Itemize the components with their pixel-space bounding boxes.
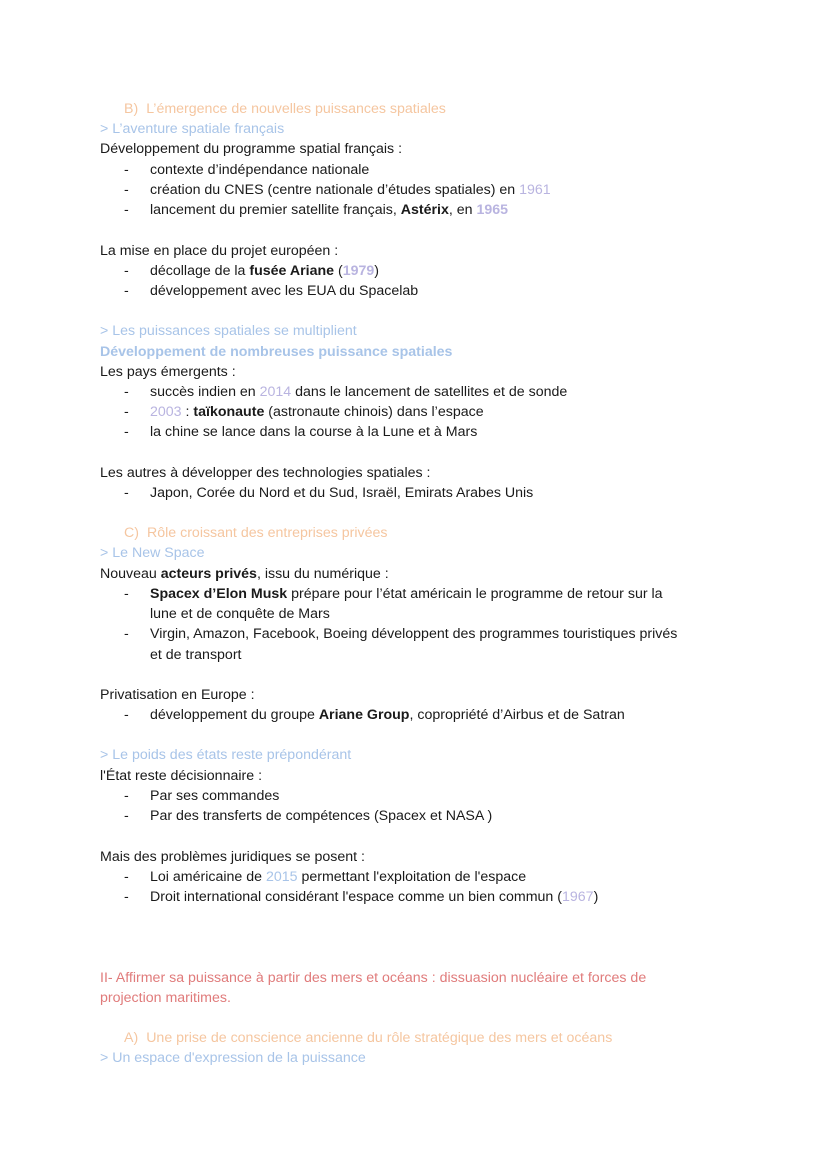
paragraph-intro: Les pays émergents :	[100, 364, 236, 380]
list-item: lancement du premier satellite français, Astérix, en 1965	[150, 202, 509, 218]
list-item: Par ses commandes	[150, 788, 280, 804]
part-ii-heading-line-2: projection maritimes.	[100, 990, 231, 1006]
list-item: 2003 : taïkonaute (astronaute chinois) dans l’espace	[150, 404, 484, 420]
bullet-marker: -	[124, 283, 129, 299]
list-item: Droit international considérant l'espace comme un bien commun (1967)	[150, 889, 599, 905]
section-poids-heading: > Le poids des états reste prépondérant	[100, 747, 352, 763]
date-highlight: 2014	[259, 384, 292, 400]
date-highlight: 1967	[562, 889, 594, 905]
date-highlight: 2003	[150, 404, 182, 420]
bullet-marker: -	[124, 263, 129, 279]
bullet-marker: -	[124, 384, 129, 400]
subheading-b	[124, 99, 446, 119]
list-item-continuation: et de transport	[150, 647, 242, 663]
list-item: la chine se lance dans la course à la Lune et à Mars	[150, 424, 478, 440]
bullet-marker: -	[124, 424, 129, 440]
paragraph-intro: Développement du programme spatial français :	[100, 141, 403, 157]
section-bold-heading: Développement de nombreuses puissance spatiales	[100, 344, 453, 360]
subheading-title: L’émergence de nouvelles puissances spatiales	[146, 101, 446, 117]
list-item: Japon, Corée du Nord et du Sud, Israël, Emirats Arabes Unis	[150, 485, 534, 501]
paragraph-intro: Privatisation en Europe :	[100, 687, 255, 703]
date-highlight: 1961	[519, 182, 551, 198]
list-item: développement du groupe Ariane Group, copropriété d’Airbus et de Satran	[150, 707, 625, 723]
bullet-marker: -	[124, 808, 129, 824]
bullet-marker: -	[124, 889, 129, 905]
subheading-letter: B)	[124, 101, 139, 117]
subheading-letter: C)	[124, 525, 139, 541]
part-ii-heading-line-1: II- Affirmer sa puissance à partir des mers et océans : dissuasion nucléaire et forces de	[100, 970, 647, 986]
subheading-title: Rôle croissant des entreprises privées	[146, 525, 388, 541]
bullet-marker: -	[124, 485, 129, 501]
paragraph-intro: La mise en place du projet européen :	[100, 243, 339, 259]
list-item: Loi américaine de 2015 permettant l'exploitation de l'espace	[150, 869, 527, 885]
section-newspace-heading: > Le New Space	[100, 545, 205, 561]
section-multiplient-heading: > Les puissances spatiales se multiplient	[100, 323, 357, 339]
list-item: Spacex d’Elon Musk prépare pour l’état américain le programme de retour sur la	[150, 586, 663, 602]
bullet-marker: -	[124, 182, 129, 198]
list-item: contexte d’indépendance nationale	[150, 162, 370, 178]
bullet-marker: -	[124, 202, 129, 218]
bullet-marker: -	[124, 788, 129, 804]
list-item: Par des transferts de compétences (Spacex et NASA )	[150, 808, 493, 824]
bullet-marker: -	[124, 869, 129, 885]
bullet-marker: -	[124, 586, 129, 602]
bullet-marker: -	[124, 626, 129, 642]
section-aventure-heading: > L’aventure spatiale français	[100, 121, 285, 137]
section-espace-heading: > Un espace d'expression de la puissance	[100, 1050, 366, 1066]
list-item: développement avec les EUA du Spacelab	[150, 283, 419, 299]
bullet-marker: -	[124, 162, 129, 178]
list-item-continuation: lune et de conquête de Mars	[150, 606, 330, 622]
paragraph-intro: Les autres à développer des technologies spatiales :	[100, 465, 431, 481]
subheading-c	[124, 523, 388, 543]
subheading-letter: A)	[124, 1030, 139, 1046]
subheading-a	[124, 1028, 612, 1048]
bullet-marker: -	[124, 707, 129, 723]
paragraph-intro: Nouveau acteurs privés, issu du numérique :	[100, 566, 389, 582]
paragraph-intro: l'État reste décisionnaire :	[100, 768, 263, 784]
list-item: succès indien en 2014 dans le lancement de satellites et de sonde	[150, 384, 568, 400]
date-highlight: 1979	[342, 263, 375, 279]
bullet-marker: -	[124, 404, 129, 420]
date-highlight: 2015	[265, 869, 298, 885]
list-item: création du CNES (centre nationale d’études spatiales) en 1961	[150, 182, 551, 198]
paragraph-intro: Mais des problèmes juridiques se posent :	[100, 849, 365, 865]
list-item: Virgin, Amazon, Facebook, Boeing développent des programmes touristiques privés	[150, 626, 678, 642]
list-item: décollage de la fusée Ariane (1979)	[150, 263, 379, 279]
subheading-title: Une prise de conscience ancienne du rôle stratégique des mers et océans	[146, 1030, 613, 1046]
date-highlight: 1965	[476, 202, 509, 218]
